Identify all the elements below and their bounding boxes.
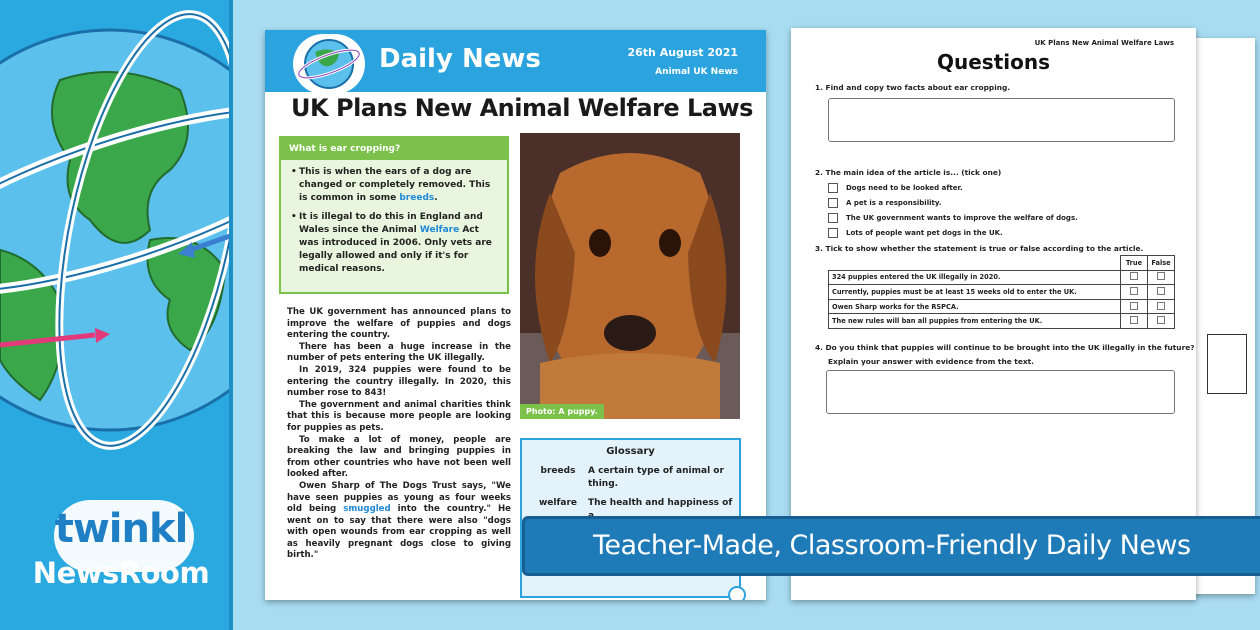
tagline-text: Teacher-Made, Classroom-Friendly Daily News — [593, 530, 1191, 561]
glossary-link: breeds — [399, 193, 435, 203]
table-row: The new rules will ban all puppies from entering the UK. — [829, 314, 1175, 329]
tick-option-2: A pet is a responsibility. — [828, 198, 941, 208]
table-row: Currently, puppies must be at least 15 weeks old to enter the UK. — [829, 285, 1175, 300]
checkbox-icon — [828, 183, 838, 193]
glossary-entry — [528, 465, 733, 491]
puppy-illustration — [520, 133, 740, 419]
info-box-list — [281, 160, 507, 276]
globe-icon — [293, 34, 365, 94]
glossary-term: breeds — [540, 466, 576, 476]
photo-caption: Photo: A puppy. — [520, 404, 604, 419]
checkbox-icon — [828, 213, 838, 223]
brand-newsroom-text: NewsRoom — [32, 556, 210, 590]
page-number-badge — [728, 586, 746, 600]
glossary-term: welfare — [538, 498, 578, 508]
question-4-explain: Explain your answer with evidence from the text. — [828, 357, 1034, 366]
article-headline: UK Plans New Animal Welfare Laws — [291, 94, 753, 122]
tick-option-1: Dogs need to be looked after. — [828, 183, 963, 193]
checkbox-icon — [1157, 316, 1165, 324]
list-item: • It is illegal to do this in England and Wales since the Animal Welfare Act was introduced in 2006. Only vets are legally allowed and only if it's for medical reasons. — [291, 211, 499, 276]
newsroom-globe-icon — [293, 34, 365, 94]
question-2: 2. The main idea of the article is... (tick one) — [815, 168, 1002, 177]
paragraph: There has been a huge increase in the number of pets entering the UK illegally. — [287, 341, 511, 364]
tagline-banner — [522, 516, 1260, 576]
table-header-row — [829, 256, 1175, 271]
question-3: 3. Tick to show whether the statement is true or false according to the article. — [815, 244, 1144, 253]
questions-corner-title: UK Plans New Animal Welfare Laws — [1034, 39, 1174, 47]
checkbox-icon — [828, 228, 838, 238]
paragraph: Owen Sharp of The Dogs Trust says, "We have seen puppies as young as four weeks old being smuggled into the country." He went on to say that there were also "dogs with open wounds from ear cropping as well as heavily pregnant dogs close to giving birth." — [287, 480, 511, 561]
masthead-title: Daily News — [379, 44, 541, 74]
glossary-definition: The health and happiness of — [588, 498, 733, 508]
question-1: 1. Find and copy two facts about ear cropping. — [815, 83, 1011, 92]
answer-box-1 — [828, 98, 1175, 142]
checkbox-icon — [1130, 316, 1138, 324]
brand-panel — [0, 0, 233, 630]
table-row: 324 puppies entered the UK illegally in 2020. — [829, 270, 1175, 285]
questions-title: Questions — [936, 50, 1050, 74]
true-false-table — [828, 255, 1175, 329]
glossary-link: Welfare — [419, 225, 460, 235]
paragraph: To make a lot of money, people are breaking the law and bringing puppies in from other countries who have not been well looked after. — [287, 434, 511, 480]
twinkl-newsroom-logo — [26, 500, 216, 590]
checkbox-icon — [1130, 272, 1138, 280]
false-header: False — [1148, 256, 1175, 271]
glossary-definition: A certain type of animal or thing. — [588, 466, 724, 489]
true-header: True — [1121, 256, 1148, 271]
brand-twinkl-text: twinkl — [54, 506, 188, 552]
paragraph: The government and animal charities think that this is because more people are looking for puppies as pets. — [287, 399, 511, 433]
back-sheet-table — [1207, 334, 1247, 394]
checkbox-icon — [1130, 302, 1138, 310]
info-box — [279, 136, 509, 294]
checkbox-icon — [1157, 302, 1165, 310]
checkbox-icon — [828, 198, 838, 208]
list-item: • This is when the ears of a dog are changed or completely removed. This is common in some breeds. — [291, 166, 499, 205]
questions-worksheet — [791, 28, 1196, 600]
checkbox-icon — [1130, 287, 1138, 295]
glossary-link: smuggled — [343, 504, 391, 515]
globe-illustration — [0, 0, 233, 480]
checkbox-icon — [1157, 272, 1165, 280]
tick-option-3: The UK government wants to improve the welfare of dogs. — [828, 213, 1078, 223]
category-tags: Animal UK News — [655, 67, 738, 77]
paragraph: The UK government has announced plans to improve the welfare of puppies and dogs entering the country. — [287, 307, 511, 341]
paragraph: In 2019, 324 puppies were found to be entering the country illegally. In 2020, this number rose to 843! — [287, 364, 511, 399]
issue-date: 26th August 2021 — [627, 46, 738, 59]
news-worksheet — [265, 30, 766, 600]
question-4: 4. Do you think that puppies will continue to be brought into the UK illegally in the future? — [815, 343, 1195, 352]
glossary-title: Glossary — [606, 446, 655, 457]
article-body — [287, 307, 511, 562]
checkbox-icon — [1157, 287, 1165, 295]
table-row: Owen Sharp works for the RSPCA. — [829, 299, 1175, 314]
puppy-photo — [520, 133, 740, 419]
tick-option-4: Lots of people want pet dogs in the UK. — [828, 228, 1003, 238]
info-box-title: What is ear cropping? — [281, 138, 507, 160]
answer-box-4 — [826, 370, 1175, 414]
news-header — [265, 30, 766, 92]
